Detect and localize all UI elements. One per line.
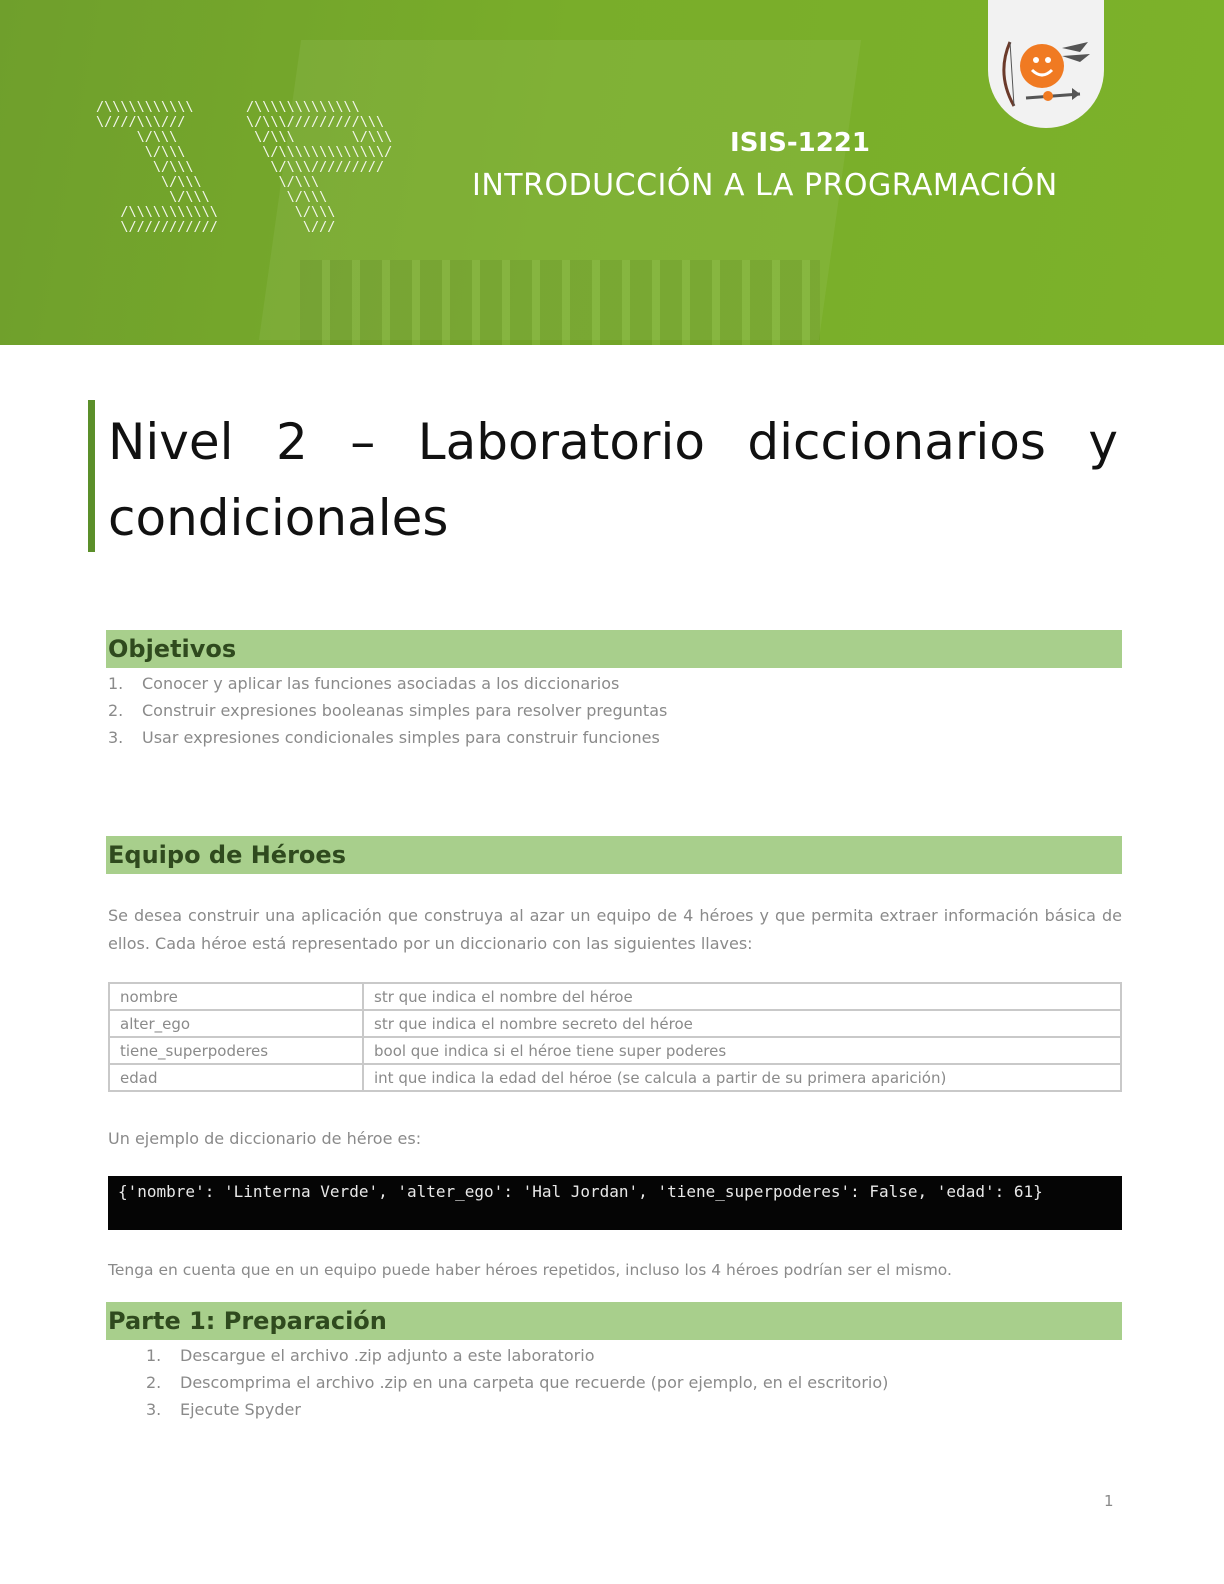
list-item: 3. Ejecute Spyder — [146, 1400, 301, 1419]
list-item: 2. Descomprima el archivo .zip en una carpeta que recuerde (por ejemplo, en el escritorio) — [146, 1373, 889, 1392]
section-heading-parte1: Parte 1: Preparación — [106, 1302, 1122, 1340]
list-item: 3. Usar expresiones condicionales simples para construir funciones — [108, 728, 660, 747]
objetivos-list — [108, 670, 667, 751]
table-row: nombre str que indica el nombre del héroe — [109, 983, 1121, 1010]
logo-tab — [988, 0, 1104, 128]
table-row: edad int que indica la edad del héroe (se calcula a partir de su primera aparición) — [109, 1064, 1121, 1091]
course-name: INTRODUCCIÓN A LA PROGRAMACIÓN — [472, 168, 1058, 203]
equipo-note: Tenga en cuenta que en un equipo puede haber héroes repetidos, incluso los 4 héroes podrían ser el mismo. — [108, 1261, 952, 1279]
page-title: Nivel 2 – Laboratorio diccionarios y condicionales — [108, 413, 1118, 547]
section-heading-objetivos: Objetivos — [106, 630, 1122, 668]
archer-mascot-icon — [996, 34, 1096, 114]
list-item: 1. Descargue el archivo .zip adjunto a este laboratorio — [146, 1346, 595, 1365]
course-code: ISIS-1221 — [730, 128, 870, 158]
ascii-logo-p: /\\\\\\\\\\\\\ \/\\\/////////\\\ \/\\\ \/\\\ \/\\\\\\\\\\\\\/ \/\\\///////// \/\\\ \/\\\ \/\\\ \/// — [246, 99, 393, 235]
parte1-list — [146, 1342, 888, 1423]
hero-attributes-table — [108, 982, 1122, 1092]
section-heading-equipo: Equipo de Héroes — [106, 836, 1122, 874]
list-item: 1. Conocer y aplicar las funciones asociadas a los diccionarios — [108, 674, 620, 693]
list-item: 2. Construir expresiones booleanas simples para resolver preguntas — [108, 701, 668, 720]
header-banner — [0, 0, 1224, 345]
table-row: tiene_superpoderes bool que indica si el héroe tiene super poderes — [109, 1037, 1121, 1064]
page-number: 1 — [1104, 1492, 1114, 1510]
ascii-logo-i: /\\\\\\\\\\\ \////\\\/// \/\\\ \/\\\ \/\\\ \/\\\ \/\\\ /\\\\\\\\\\\ \/////////// — [96, 99, 218, 235]
table-row: alter_ego str que indica el nombre secreto del héroe — [109, 1010, 1121, 1037]
example-intro: Un ejemplo de diccionario de héroe es: — [108, 1129, 422, 1148]
code-block: {'nombre': 'Linterna Verde', 'alter_ego': 'Hal Jordan', 'tiene_superpoderes': False, 'edad': 61} — [108, 1176, 1122, 1230]
title-accent-bar — [88, 400, 95, 552]
equipo-intro: Se desea construir una aplicación que construya al azar un equipo de 4 héroes y que permita extraer información básica de ellos. Cada héroe está representado por un diccionario con las siguientes llaves: — [108, 906, 1122, 953]
